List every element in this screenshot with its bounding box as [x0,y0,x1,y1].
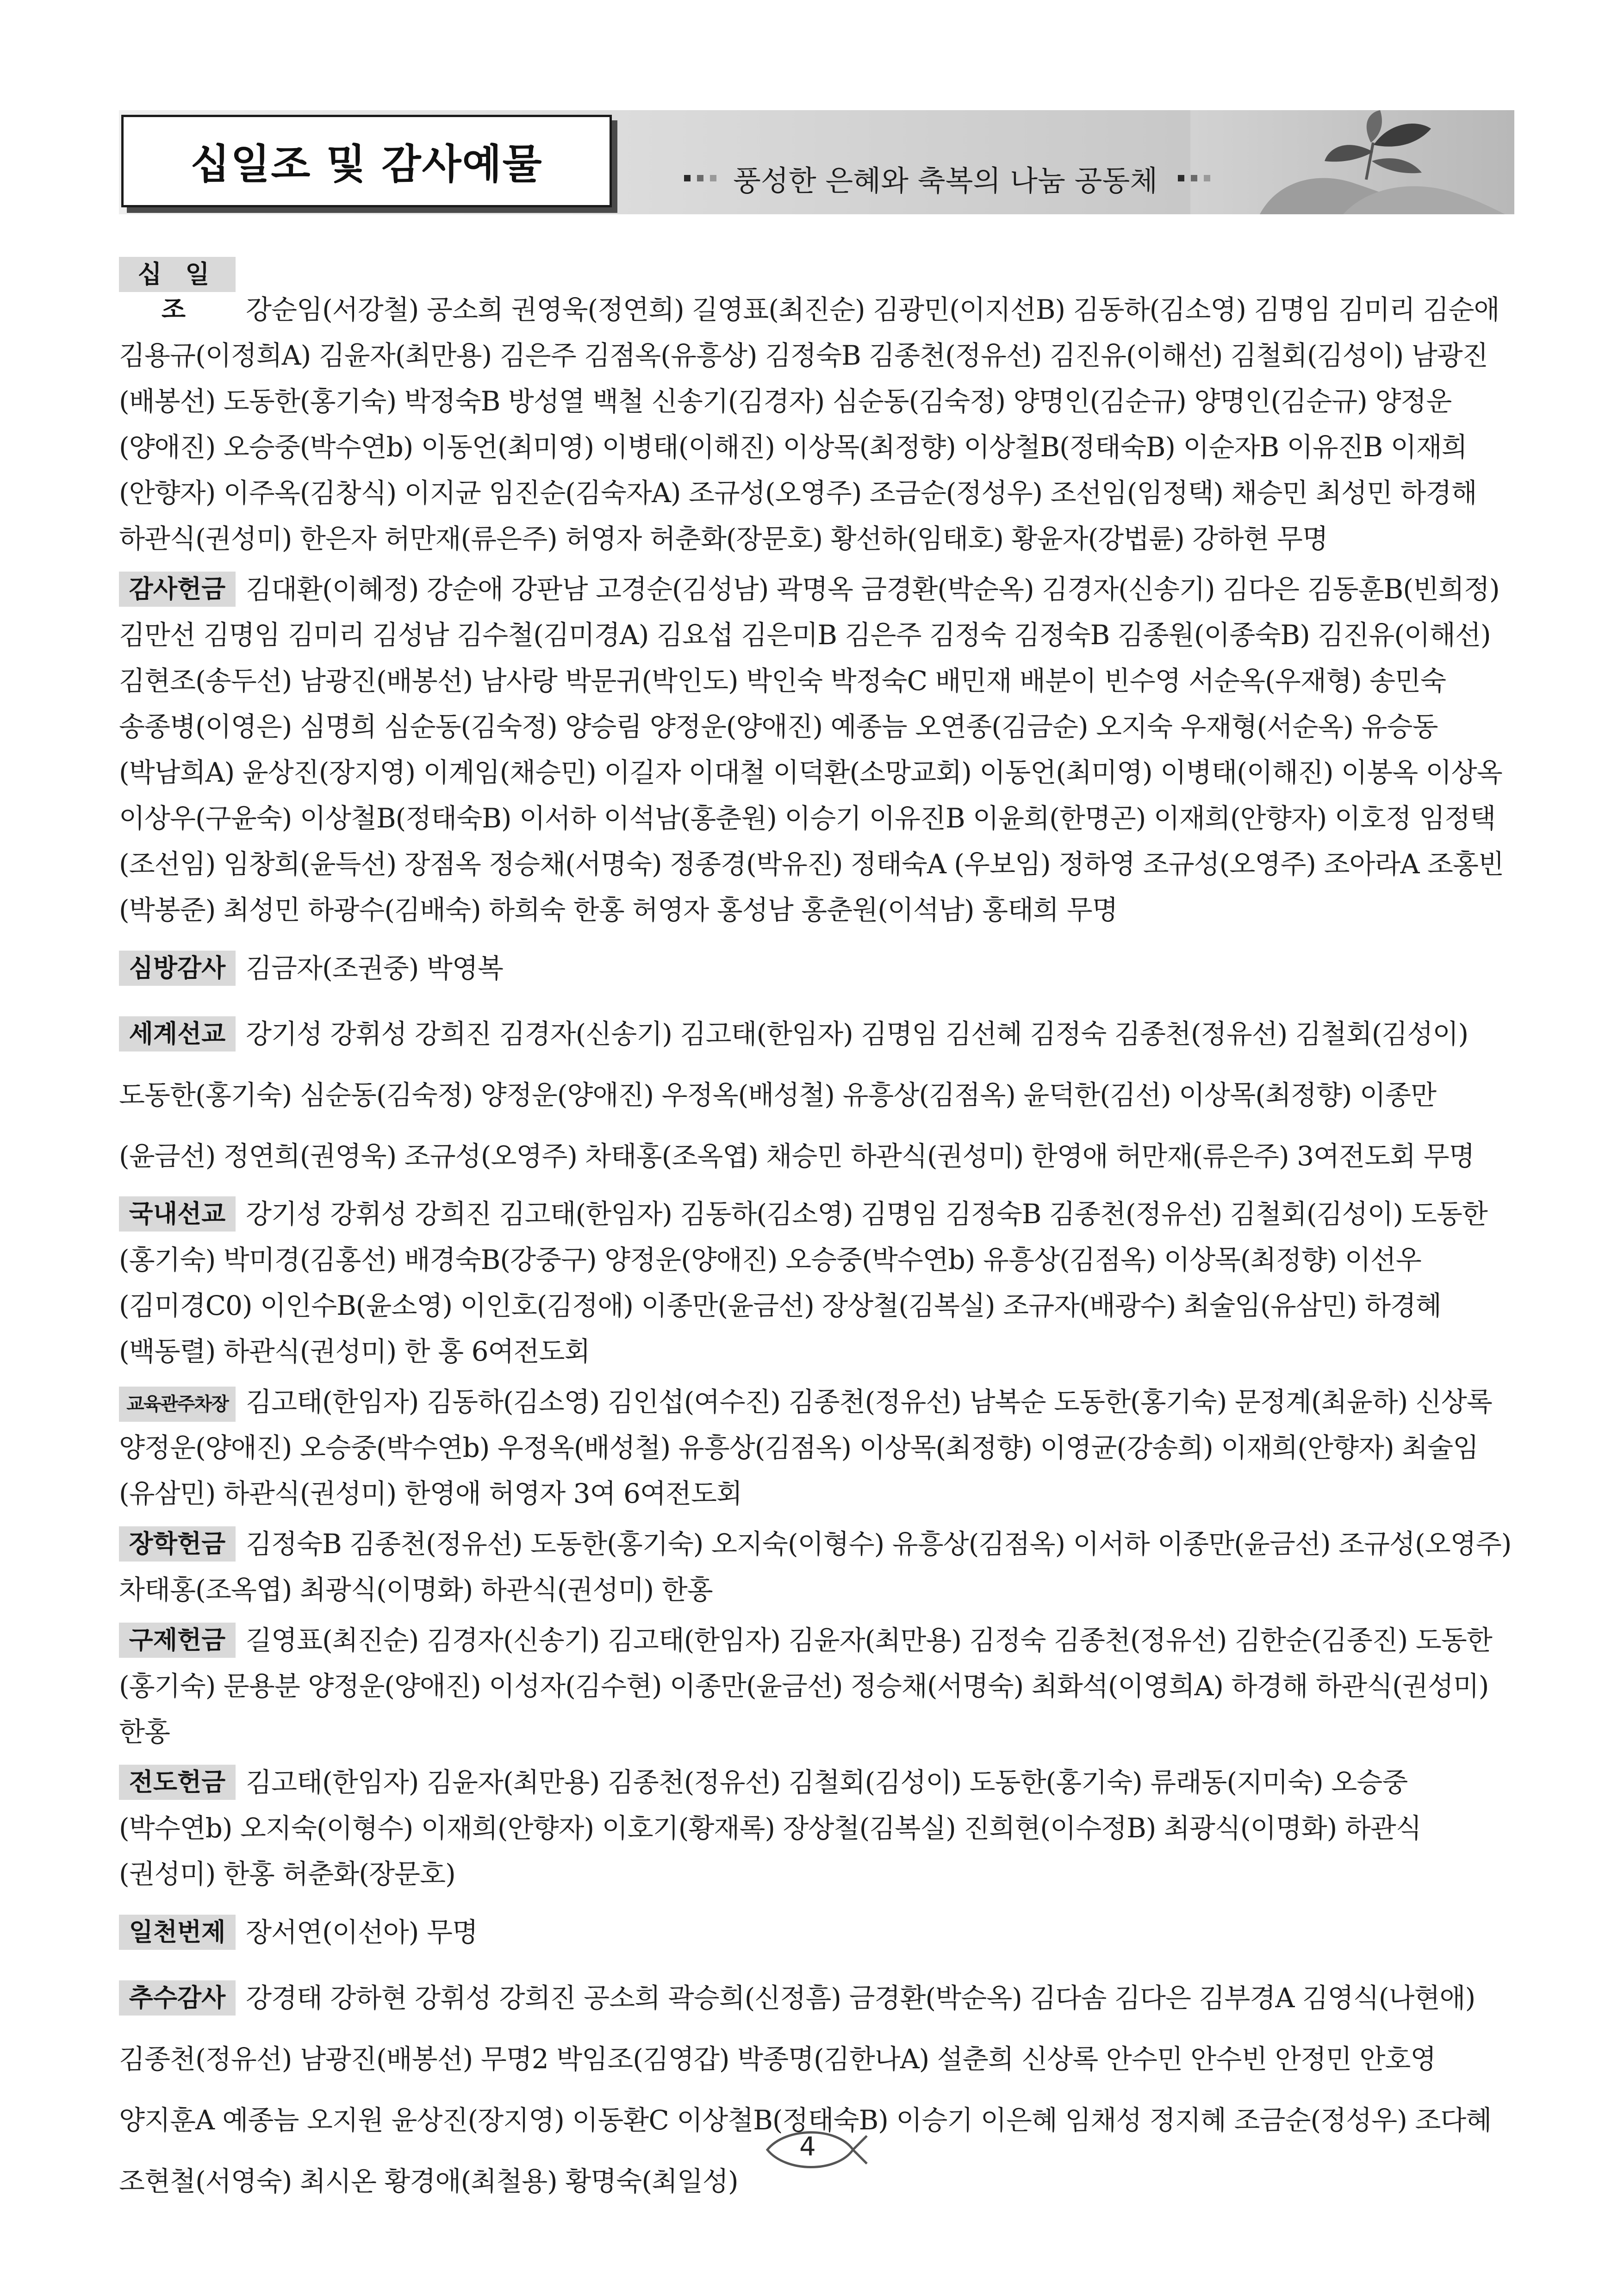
entry-label: 추수감사 [119,1980,236,2016]
offering-list [119,257,1514,2212]
entry-visitation-thanks [119,938,1514,999]
entry-scholarship [119,1521,1514,1613]
entry-label: 장학헌금 [119,1526,236,1562]
entry-names: 김정숙B 김종천(정유선) 도동한(홍기숙) 오지숙(이형수) 유흥상(김점옥) 이서하 이종만(윤금선) 조규성(오영주) 차태홍(조옥엽) 최광식(이명화) 하관식(권성미) 한홍 [119,1528,1512,1605]
entry-label: 감사헌금 [119,572,236,607]
entry-names: 김금자(조권중) 박영복 [246,952,503,984]
decorative-dots-icon [684,175,716,181]
entry-label: 교육관주차장 [119,1387,236,1422]
decorative-dots-icon [1178,175,1210,181]
entry-evangelism [119,1760,1514,1897]
entry-relief [119,1618,1514,1755]
entry-thousand-offering [119,1902,1514,1963]
entry-names: 강기성 강휘성 강희진 김고태(한임자) 김동하(김소영) 김명임 김정숙B 김종천(정유선) 김철회(김성이) 도동한(홍기숙) 박미경(김홍선) 배경숙B(강중구) 양정운(양애진) 오승중(박수연b) 유흥상(김점옥) 이상목(최정향) 이선우(김미경C0) 이인수B(윤소영) 이인호(김정애) 이종만(윤금선) 장상철(김복실) 조규자(배광수) 최술임(유삼민) 하경혜(백동렬) 하관식(권성미) 한 홍 6여전도회 [119,1198,1487,1367]
page-subtitle: 풍성한 은혜와 축복의 나눔 공동체 [733,163,1158,198]
entry-label: 국내선교 [119,1196,236,1232]
plant-in-hands-image [1190,110,1514,214]
entry-tithe [119,257,1514,562]
entry-label: 심방감사 [119,951,236,986]
page-number: 4 [799,2132,816,2162]
entry-label: 전도헌금 [119,1765,236,1800]
entry-names: 김고태(한임자) 김동하(김소영) 김인섭(여수진) 김종천(정유선) 남복순 도동한(홍기숙) 문정계(최윤하) 신상록 양정운(양애진) 오승중(박수연b) 우정옥(배성철) 유흥상(김점옥) 이상목(최정향) 이영균(강송희) 이재희(안향자) 최술임(유삼민) 하관식(권성미) 한영애 허영자 3여 6여전도회 [119,1386,1492,1509]
entry-education-parking [119,1379,1514,1517]
entry-names: 김대환(이혜정) 강순애 강판남 고경순(김성남) 곽명옥 금경환(박순옥) 김경자(신송기) 김다은 김동훈B(빈희정) 김만선 김명임 김미리 김성남 김수철(김미경A) 김요섭 김은미B 김은주 김정숙 김정숙B 김종원(이종숙B) 김진유(이해선) 김현조(송두선) 남광진(배봉선) 남사랑 박문귀(박인도) 박인숙 박정숙C 배민재 배분이 빈수영 서순옥(우재형) 송민숙 송종병(이영은) 심명희 심순동(김숙정) 양승림 양정운(양애진) 예종늠 오연종(김금순) 오지숙 우재형(서순옥) 유승동(박남희A) 윤상진(장지영) 이계임(채승민) 이길자 이대철 이덕환(소망교회) 이동언(최미영) 이병태(이해진) 이봉옥 이상옥 이상우(구윤숙) 이상철B(정태숙B) 이서하 이석남(홍춘원) 이승기 이유진B 이윤희(한명곤) 이재희(안향자) 이호정 임정택(조선임) 임창희(윤득선) 장점옥 정승채(서명숙) 정종경(박유진) 정태숙A (우보임) 정하영 조규성(오영주) 조아라A 조홍빈(박봉준) 최성민 하광수(김배숙) 하희숙 한홍 허영자 홍성남 홍춘원(이석남) 홍태희 무명 [119,573,1504,926]
entry-names: 강순임(서강철) 공소희 권영욱(정연희) 길영표(최진순) 김광민(이지선B) 김동하(김소영) 김명임 김미리 김순애 김용규(이정희A) 김윤자(최만용) 김은주 김점옥(유흥상) 김정숙B 김종천(정유선) 김진유(이해선) 김철회(김성이) 남광진(배봉선) 도동한(홍기숙) 박정숙B 방성열 백철 신송기(김경자) 심순동(김숙정) 양명인(김순규) 양명인(김순규) 양정운(양애진) 오승중(박수연b) 이동언(최미영) 이병태(이해진) 이상목(최정향) 이상철B(정태숙B) 이순자B 이유진B 이재희(안향자) 이주옥(김창식) 이지균 임진순(김숙자A) 조규성(오영주) 조금순(정성우) 조선임(임정택) 채승민 최성민 하경해 하관식(권성미) 한은자 허만재(류은주) 허영자 허춘화(장문호) 황선하(임태호) 황윤자(강법륜) 강하현 무명 [119,294,1500,554]
entry-names: 강기성 강휘성 강희진 김경자(신송기) 김고태(한임자) 김명임 김선혜 김정숙 김종천(정유선) 김철회(김성이) 도동한(홍기숙) 심순동(김숙정) 양정운(양애진) 우정옥(배성철) 유흥상(김점옥) 윤덕한(김선) 이상목(최정향) 이종만(윤금선) 정연희(권영욱) 조규성(오영주) 차태홍(조옥엽) 채승민 하관식(권성미) 한영애 허만재(류은주) 3여전도회 무명 [119,1018,1475,1172]
entry-names: 길영표(최진순) 김경자(신송기) 김고태(한임자) 김윤자(최만용) 김정숙 김종천(정유선) 김한순(김종진) 도동한(홍기숙) 문용분 양정운(양애진) 이성자(김수현) 이종만(윤금선) 정승채(서명숙) 최화석(이영희A) 하경해 하관식(권성미) 한홍 [119,1624,1492,1748]
subtitle-line [684,160,1210,197]
entry-names: 강경태 강하현 강휘성 강희진 공소희 곽승희(신정흠) 금경환(박순옥) 김다솜 김다은 김부경A 김영식(나현애) 김종천(정유선) 남광진(배봉선) 무명2 박임조(김영갑) 박종명(김한나A) 설춘희 신상록 안수민 안수빈 안정민 안호영 양지훈A 예종늠 오지원 윤상진(장지영) 이동환C 이상철B(정태숙B) 이승기 이은혜 임채성 정지혜 조금순(정성우) 조다혜 조현철(서영숙) 최시온 황경애(최철용) 황명숙(최일성) [119,1982,1492,2197]
entry-domestic-mission [119,1191,1514,1375]
entry-label: 일천번제 [119,1915,236,1950]
entry-names: 김고태(한임자) 김윤자(최만용) 김종천(정유선) 김철회(김성이) 도동한(홍기숙) 류래동(지미숙) 오승중(박수연b) 오지숙(이형수) 이재희(안향자) 이호기(황재록) 장상철(김복실) 진희현(이수정B) 최광식(이명화) 하관식(권성미) 한홍 허춘화(장문호) [119,1767,1421,1890]
title-box [121,115,612,207]
entry-label: 구제헌금 [119,1623,236,1658]
page-title: 십일조 및 감사예물 [190,140,543,188]
entry-label: 십 일 조 [119,257,236,292]
entry-label: 세계선교 [119,1016,236,1052]
entry-thanksgiving-offering [119,566,1514,933]
entry-names: 장서연(이선아) 무명 [246,1916,478,1948]
entry-world-mission [119,1003,1514,1187]
